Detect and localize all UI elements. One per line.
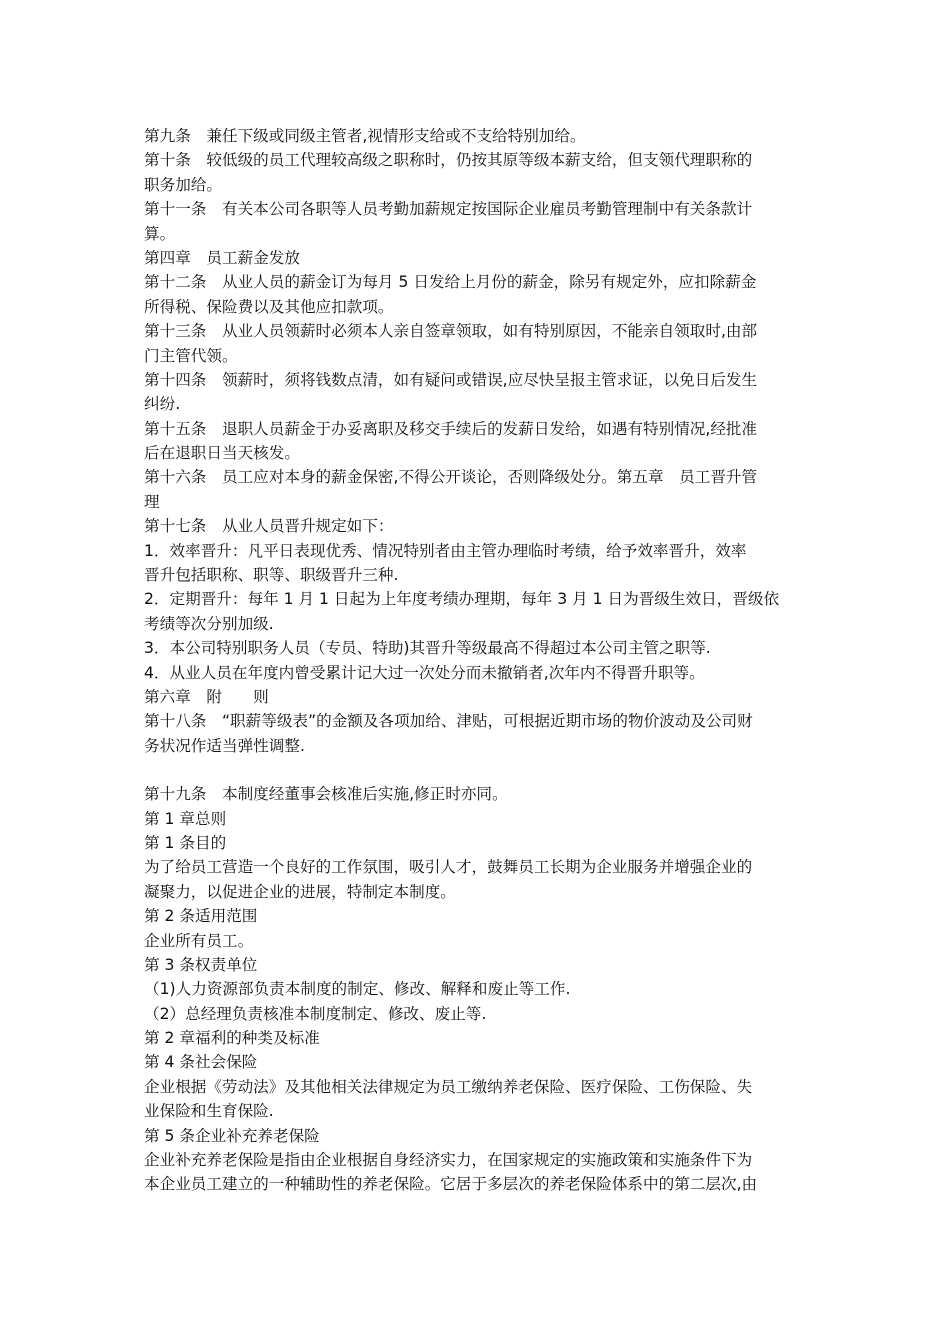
text-line: 第十六条 员工应对本身的薪金保密,不得公开谈论，否则降级处分。第五章 员工晋升管 [144, 468, 758, 487]
text-line: 算。 [144, 224, 176, 243]
text-line: 凝聚力，以促进企业的进展，特制定本制度。 [144, 882, 456, 901]
text-line: 第十二条 从业人员的薪金订为每月 5 日发给上月份的薪金，除另有规定外，应扣除薪金 [144, 273, 757, 292]
text-line: 后在退职日当天核发。 [144, 444, 300, 463]
text-line: 为了给员工营造一个良好的工作氛围，吸引人才，鼓舞员工长期为企业服务并增强企业的 [144, 858, 753, 877]
text-line: 第十九条 本制度经董事会核准后实施,修正时亦同。 [144, 785, 508, 804]
document-page [144, 124, 808, 1197]
text-line: 第 4 条社会保险 [144, 1053, 258, 1072]
text-line: 第六章 附 则 [144, 687, 269, 706]
text-line: 企业根据《劳动法》及其他相关法律规定为员工缴纳养老保险、医疗保险、工伤保险、失 [144, 1077, 753, 1096]
text-line: （1)人力资源部负责本制度的制定、修改、解释和废止等工作. [144, 980, 571, 999]
text-line: 第 1 条目的 [144, 833, 227, 852]
text-line: 第 2 章福利的种类及标准 [144, 1029, 320, 1048]
text-line: 2．定期晋升：每年 1 月 1 日起为上年度考绩办理期，每年 3 月 1 日为晋级生效日，晋级依 [144, 590, 780, 609]
text-line: 务状况作适当弹性调整. [144, 736, 305, 755]
text-line: 第十五条 退职人员薪金于办妥离职及移交手续后的发薪日发给，如遇有特别情况,经批准 [144, 419, 758, 438]
text-line: 企业所有员工。 [144, 931, 254, 950]
document-body-part2 [144, 782, 808, 1197]
text-line: 第十四条 领薪时，须将钱数点清，如有疑问或错误,应尽快呈报主管求证，以免日后发生 [144, 370, 758, 389]
text-line: 第 2 条适用范围 [144, 907, 258, 926]
text-line: 第 1 章总则 [144, 809, 227, 828]
text-line: 3．本公司特别职务人员（专员、特助)其晋升等级最高不得超过本公司主管之职等. [144, 639, 711, 658]
text-line: 1．效率晋升：凡平日表现优秀、情况特别者由主管办理临时考绩，给予效率晋升，效率 [144, 541, 747, 560]
text-line: 第九条 兼任下级或同级主管者,视情形支给或不支给特别加给。 [144, 127, 586, 145]
text-line: 第 3 条权责单位 [144, 955, 258, 974]
paragraph-gap [144, 758, 808, 782]
text-line: 第十七条 从业人员晋升规定如下： [144, 517, 394, 536]
text-line: 第十八条 “职薪等级表”的金额及各项加给、津贴，可根据近期市场的物价波动及公司财 [144, 712, 753, 731]
text-line: （2）总经理负责核准本制度制定、修改、废止等. [144, 1004, 487, 1023]
text-line: 所得税、保险费以及其他应扣款项。 [144, 297, 394, 316]
text-line: 第 5 条企业补充养老保险 [144, 1126, 320, 1145]
text-line: 业保险和生育保险. [144, 1102, 274, 1121]
document-body-part1 [144, 124, 808, 758]
text-line: 企业补充养老保险是指由企业根据自身经济实力，在国家规定的实施政策和实施条件下为 [144, 1151, 753, 1170]
text-line: 职务加给。 [144, 175, 222, 194]
text-line: 本企业员工建立的一种辅助性的养老保险。它居于多层次的养老保险体系中的第二层次,由 [144, 1175, 758, 1194]
text-line: 第十三条 从业人员领薪时必须本人亲自签章领取，如有特别原因，不能亲自领取时,由部 [144, 322, 758, 341]
text-line: 第四章 员工薪金发放 [144, 248, 300, 267]
text-line: 理 [144, 492, 160, 511]
text-line: 第十一条 有关本公司各职等人员考勤加薪规定按国际企业雇员考勤管理制中有关条款计 [144, 200, 753, 219]
text-line: 晋升包括职称、职等、职级晋升三种. [144, 566, 399, 585]
text-line: 4．从业人员在年度内曾受累计记大过一次处分而未撤销者,次年内不得晋升职等。 [144, 663, 705, 682]
text-line: 门主管代领。 [144, 346, 238, 365]
text-line: 考绩等次分别加级. [144, 614, 274, 633]
text-line: 纠纷. [144, 395, 181, 414]
text-line: 第十条 较低级的员工代理较高级之职称时，仍按其原等级本薪支给，但支领代理职称的 [144, 151, 753, 170]
